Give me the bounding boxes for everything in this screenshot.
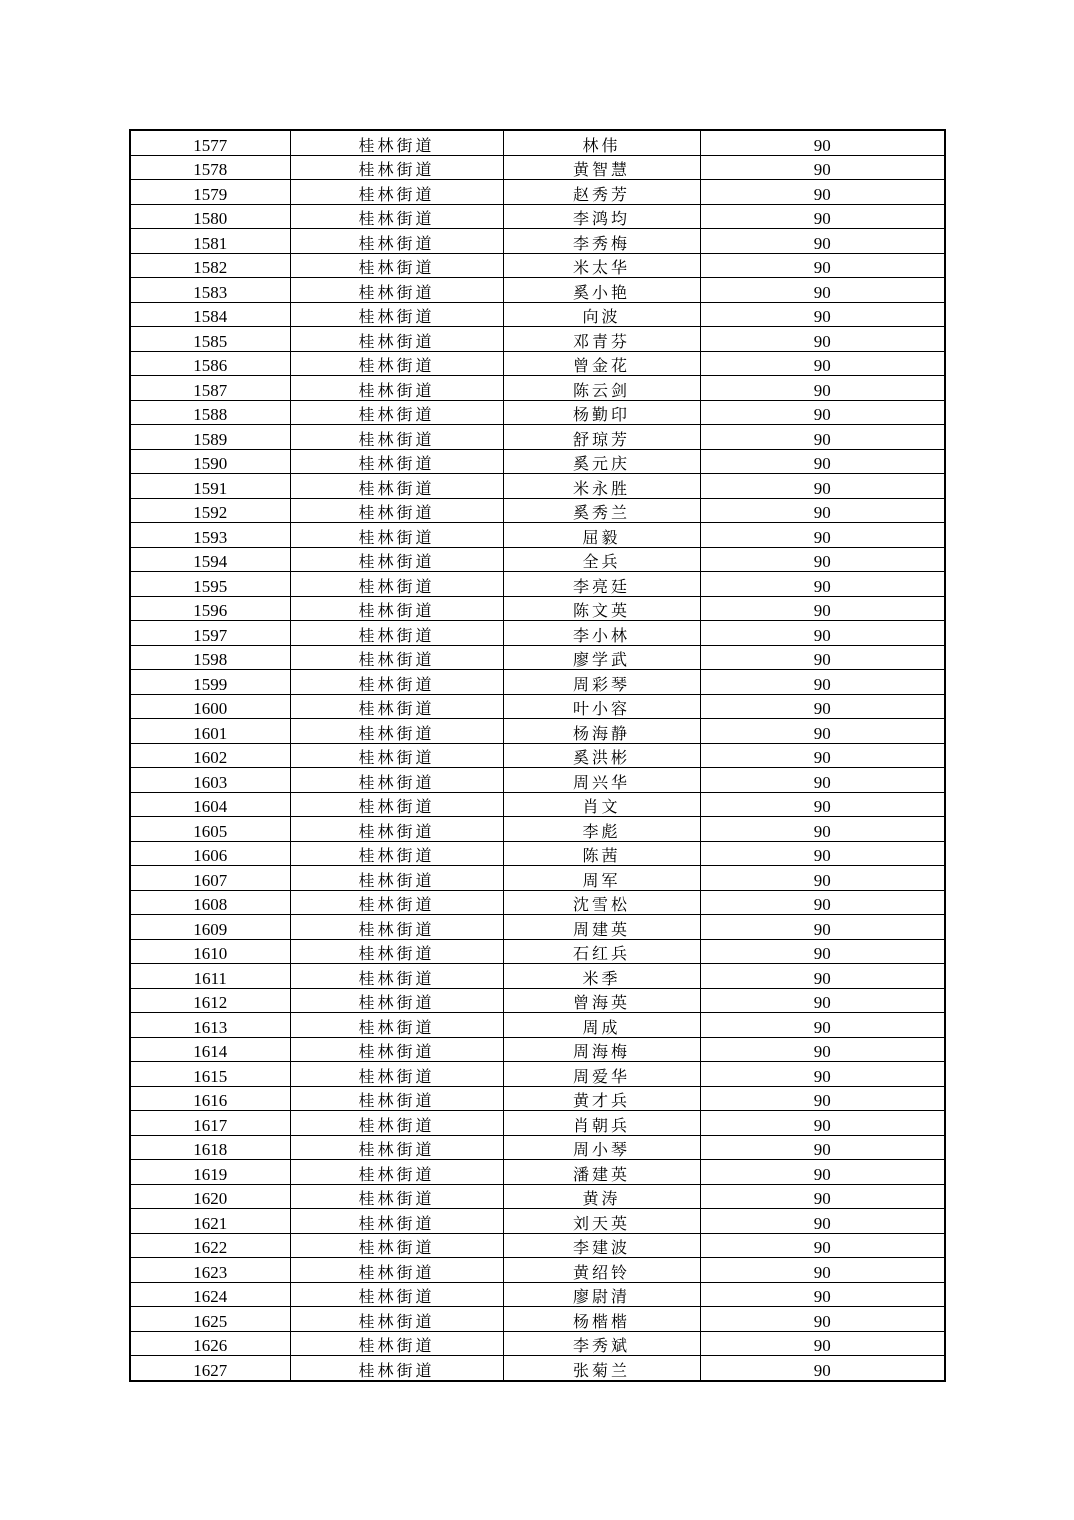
row-number-cell: 1612: [130, 988, 290, 1013]
table-row: [130, 939, 945, 964]
name-cell: 沈雪松: [503, 890, 700, 915]
table-row: [130, 817, 945, 842]
table-row: [130, 253, 945, 278]
table-row: [130, 449, 945, 474]
row-number-cell: 1587: [130, 376, 290, 401]
row-number-cell: 1615: [130, 1062, 290, 1087]
score-cell: 90: [700, 278, 945, 303]
row-number-cell: 1581: [130, 229, 290, 254]
name-cell: 杨勤印: [503, 400, 700, 425]
name-cell: 周军: [503, 866, 700, 891]
table-row: [130, 278, 945, 303]
row-number-cell: 1609: [130, 915, 290, 940]
score-cell: 90: [700, 915, 945, 940]
name-cell: 刘天英: [503, 1209, 700, 1234]
score-cell: 90: [700, 253, 945, 278]
table-row: [130, 1258, 945, 1283]
name-cell: 杨海静: [503, 719, 700, 744]
street-cell: 桂林街道: [290, 841, 503, 866]
table-row: [130, 547, 945, 572]
score-cell: 90: [700, 1160, 945, 1185]
score-cell: 90: [700, 204, 945, 229]
score-cell: 90: [700, 768, 945, 793]
row-number-cell: 1623: [130, 1258, 290, 1283]
score-cell: 90: [700, 939, 945, 964]
street-cell: 桂林街道: [290, 253, 503, 278]
name-cell: 李秀斌: [503, 1331, 700, 1356]
street-cell: 桂林街道: [290, 1282, 503, 1307]
name-cell: 赵秀芳: [503, 180, 700, 205]
street-cell: 桂林街道: [290, 670, 503, 695]
street-cell: 桂林街道: [290, 327, 503, 352]
row-number-cell: 1592: [130, 498, 290, 523]
score-cell: 90: [700, 792, 945, 817]
row-number-cell: 1622: [130, 1233, 290, 1258]
score-cell: 90: [700, 547, 945, 572]
table-row: [130, 596, 945, 621]
row-number-cell: 1613: [130, 1013, 290, 1038]
score-cell: 90: [700, 1233, 945, 1258]
score-cell: 90: [700, 229, 945, 254]
street-cell: 桂林街道: [290, 204, 503, 229]
table-row: [130, 523, 945, 548]
table-row: [130, 376, 945, 401]
row-number-cell: 1590: [130, 449, 290, 474]
table-row: [130, 130, 945, 155]
row-number-cell: 1607: [130, 866, 290, 891]
street-cell: 桂林街道: [290, 1307, 503, 1332]
name-cell: 奚洪彬: [503, 743, 700, 768]
name-cell: 肖朝兵: [503, 1111, 700, 1136]
name-cell: 陈云剑: [503, 376, 700, 401]
name-cell: 奚小艳: [503, 278, 700, 303]
records-table: [129, 129, 946, 1382]
street-cell: 桂林街道: [290, 1233, 503, 1258]
street-cell: 桂林街道: [290, 1037, 503, 1062]
name-cell: 李小林: [503, 621, 700, 646]
table-row: [130, 988, 945, 1013]
row-number-cell: 1593: [130, 523, 290, 548]
street-cell: 桂林街道: [290, 229, 503, 254]
score-cell: 90: [700, 1037, 945, 1062]
table-row: [130, 1160, 945, 1185]
row-number-cell: 1610: [130, 939, 290, 964]
row-number-cell: 1577: [130, 130, 290, 155]
street-cell: 桂林街道: [290, 302, 503, 327]
score-cell: 90: [700, 1258, 945, 1283]
row-number-cell: 1605: [130, 817, 290, 842]
street-cell: 桂林街道: [290, 1160, 503, 1185]
street-cell: 桂林街道: [290, 890, 503, 915]
table-row: [130, 694, 945, 719]
name-cell: 周建英: [503, 915, 700, 940]
name-cell: 舒琼芳: [503, 425, 700, 450]
row-number-cell: 1595: [130, 572, 290, 597]
street-cell: 桂林街道: [290, 1258, 503, 1283]
street-cell: 桂林街道: [290, 817, 503, 842]
name-cell: 李鸿均: [503, 204, 700, 229]
table-row: [130, 1331, 945, 1356]
table-row: [130, 1135, 945, 1160]
score-cell: 90: [700, 1111, 945, 1136]
name-cell: 向波: [503, 302, 700, 327]
score-cell: 90: [700, 155, 945, 180]
street-cell: 桂林街道: [290, 1013, 503, 1038]
table-row: [130, 229, 945, 254]
name-cell: 屈毅: [503, 523, 700, 548]
score-cell: 90: [700, 425, 945, 450]
name-cell: 全兵: [503, 547, 700, 572]
name-cell: 李秀梅: [503, 229, 700, 254]
name-cell: 周彩琴: [503, 670, 700, 695]
row-number-cell: 1588: [130, 400, 290, 425]
table-row: [130, 498, 945, 523]
score-cell: 90: [700, 523, 945, 548]
score-cell: 90: [700, 1282, 945, 1307]
street-cell: 桂林街道: [290, 768, 503, 793]
name-cell: 肖文: [503, 792, 700, 817]
table-row: [130, 572, 945, 597]
score-cell: 90: [700, 351, 945, 376]
table-row: [130, 915, 945, 940]
name-cell: 曾金花: [503, 351, 700, 376]
table-row: [130, 768, 945, 793]
row-number-cell: 1619: [130, 1160, 290, 1185]
street-cell: 桂林街道: [290, 694, 503, 719]
name-cell: 李建波: [503, 1233, 700, 1258]
name-cell: 李彪: [503, 817, 700, 842]
street-cell: 桂林街道: [290, 449, 503, 474]
score-cell: 90: [700, 400, 945, 425]
name-cell: 邓青芬: [503, 327, 700, 352]
name-cell: 周小琴: [503, 1135, 700, 1160]
table-row: [130, 400, 945, 425]
name-cell: 陈茜: [503, 841, 700, 866]
records-table-body: [130, 130, 945, 1381]
row-number-cell: 1603: [130, 768, 290, 793]
table-row: [130, 645, 945, 670]
score-cell: 90: [700, 376, 945, 401]
street-cell: 桂林街道: [290, 621, 503, 646]
row-number-cell: 1594: [130, 547, 290, 572]
street-cell: 桂林街道: [290, 523, 503, 548]
street-cell: 桂林街道: [290, 792, 503, 817]
street-cell: 桂林街道: [290, 1331, 503, 1356]
row-number-cell: 1608: [130, 890, 290, 915]
street-cell: 桂林街道: [290, 155, 503, 180]
name-cell: 黄智慧: [503, 155, 700, 180]
score-cell: 90: [700, 890, 945, 915]
name-cell: 周爱华: [503, 1062, 700, 1087]
street-cell: 桂林街道: [290, 351, 503, 376]
score-cell: 90: [700, 596, 945, 621]
table-row: [130, 1086, 945, 1111]
score-cell: 90: [700, 130, 945, 155]
table-row: [130, 302, 945, 327]
name-cell: 杨楷楷: [503, 1307, 700, 1332]
name-cell: 张菊兰: [503, 1356, 700, 1381]
row-number-cell: 1626: [130, 1331, 290, 1356]
row-number-cell: 1597: [130, 621, 290, 646]
table-row: [130, 964, 945, 989]
name-cell: 黄绍铃: [503, 1258, 700, 1283]
street-cell: 桂林街道: [290, 939, 503, 964]
row-number-cell: 1600: [130, 694, 290, 719]
name-cell: 黄涛: [503, 1184, 700, 1209]
name-cell: 潘建英: [503, 1160, 700, 1185]
table-row: [130, 866, 945, 891]
row-number-cell: 1602: [130, 743, 290, 768]
table-row: [130, 1037, 945, 1062]
table-row: [130, 1184, 945, 1209]
table-row: [130, 1013, 945, 1038]
table-row: [130, 743, 945, 768]
score-cell: 90: [700, 180, 945, 205]
table-row: [130, 155, 945, 180]
name-cell: 周成: [503, 1013, 700, 1038]
row-number-cell: 1579: [130, 180, 290, 205]
score-cell: 90: [700, 1209, 945, 1234]
score-cell: 90: [700, 327, 945, 352]
table-row: [130, 1111, 945, 1136]
score-cell: 90: [700, 1135, 945, 1160]
table-row: [130, 1062, 945, 1087]
name-cell: 周兴华: [503, 768, 700, 793]
row-number-cell: 1625: [130, 1307, 290, 1332]
street-cell: 桂林街道: [290, 743, 503, 768]
table-row: [130, 841, 945, 866]
score-cell: 90: [700, 572, 945, 597]
row-number-cell: 1611: [130, 964, 290, 989]
row-number-cell: 1589: [130, 425, 290, 450]
table-row: [130, 425, 945, 450]
table-row: [130, 474, 945, 499]
street-cell: 桂林街道: [290, 1135, 503, 1160]
name-cell: 奚元庆: [503, 449, 700, 474]
table-row: [130, 1282, 945, 1307]
name-cell: 林伟: [503, 130, 700, 155]
table-row: [130, 1233, 945, 1258]
row-number-cell: 1596: [130, 596, 290, 621]
row-number-cell: 1627: [130, 1356, 290, 1381]
score-cell: 90: [700, 1062, 945, 1087]
name-cell: 周海梅: [503, 1037, 700, 1062]
row-number-cell: 1580: [130, 204, 290, 229]
street-cell: 桂林街道: [290, 376, 503, 401]
name-cell: 米太华: [503, 253, 700, 278]
street-cell: 桂林街道: [290, 988, 503, 1013]
street-cell: 桂林街道: [290, 130, 503, 155]
row-number-cell: 1617: [130, 1111, 290, 1136]
score-cell: 90: [700, 817, 945, 842]
street-cell: 桂林街道: [290, 915, 503, 940]
score-cell: 90: [700, 621, 945, 646]
score-cell: 90: [700, 694, 945, 719]
row-number-cell: 1601: [130, 719, 290, 744]
table-row: [130, 351, 945, 376]
table-row: [130, 1307, 945, 1332]
street-cell: 桂林街道: [290, 645, 503, 670]
street-cell: 桂林街道: [290, 498, 503, 523]
name-cell: 廖尉清: [503, 1282, 700, 1307]
table-row: [130, 1356, 945, 1381]
row-number-cell: 1604: [130, 792, 290, 817]
street-cell: 桂林街道: [290, 596, 503, 621]
score-cell: 90: [700, 866, 945, 891]
name-cell: 廖学武: [503, 645, 700, 670]
score-cell: 90: [700, 1013, 945, 1038]
street-cell: 桂林街道: [290, 1111, 503, 1136]
row-number-cell: 1582: [130, 253, 290, 278]
name-cell: 李亮廷: [503, 572, 700, 597]
name-cell: 石红兵: [503, 939, 700, 964]
row-number-cell: 1606: [130, 841, 290, 866]
street-cell: 桂林街道: [290, 572, 503, 597]
score-cell: 90: [700, 498, 945, 523]
row-number-cell: 1621: [130, 1209, 290, 1234]
name-cell: 米永胜: [503, 474, 700, 499]
score-cell: 90: [700, 670, 945, 695]
street-cell: 桂林街道: [290, 278, 503, 303]
table-row: [130, 180, 945, 205]
table-row: [130, 204, 945, 229]
score-cell: 90: [700, 719, 945, 744]
row-number-cell: 1583: [130, 278, 290, 303]
street-cell: 桂林街道: [290, 1184, 503, 1209]
street-cell: 桂林街道: [290, 1356, 503, 1381]
score-cell: 90: [700, 302, 945, 327]
street-cell: 桂林街道: [290, 719, 503, 744]
table-row: [130, 327, 945, 352]
row-number-cell: 1598: [130, 645, 290, 670]
score-cell: 90: [700, 474, 945, 499]
score-cell: 90: [700, 449, 945, 474]
score-cell: 90: [700, 841, 945, 866]
name-cell: 曾海英: [503, 988, 700, 1013]
name-cell: 黄才兵: [503, 1086, 700, 1111]
street-cell: 桂林街道: [290, 866, 503, 891]
score-cell: 90: [700, 645, 945, 670]
street-cell: 桂林街道: [290, 425, 503, 450]
row-number-cell: 1620: [130, 1184, 290, 1209]
table-row: [130, 670, 945, 695]
score-cell: 90: [700, 1086, 945, 1111]
score-cell: 90: [700, 743, 945, 768]
row-number-cell: 1591: [130, 474, 290, 499]
row-number-cell: 1614: [130, 1037, 290, 1062]
name-cell: 叶小容: [503, 694, 700, 719]
table-row: [130, 621, 945, 646]
score-cell: 90: [700, 1356, 945, 1381]
row-number-cell: 1585: [130, 327, 290, 352]
street-cell: 桂林街道: [290, 180, 503, 205]
score-cell: 90: [700, 1307, 945, 1332]
table-row: [130, 719, 945, 744]
name-cell: 陈文英: [503, 596, 700, 621]
table-row: [130, 890, 945, 915]
street-cell: 桂林街道: [290, 400, 503, 425]
street-cell: 桂林街道: [290, 1062, 503, 1087]
row-number-cell: 1616: [130, 1086, 290, 1111]
score-cell: 90: [700, 1331, 945, 1356]
score-cell: 90: [700, 988, 945, 1013]
row-number-cell: 1624: [130, 1282, 290, 1307]
street-cell: 桂林街道: [290, 547, 503, 572]
row-number-cell: 1618: [130, 1135, 290, 1160]
table-row: [130, 1209, 945, 1234]
street-cell: 桂林街道: [290, 1086, 503, 1111]
score-cell: 90: [700, 1184, 945, 1209]
name-cell: 米季: [503, 964, 700, 989]
street-cell: 桂林街道: [290, 1209, 503, 1234]
street-cell: 桂林街道: [290, 474, 503, 499]
row-number-cell: 1586: [130, 351, 290, 376]
row-number-cell: 1578: [130, 155, 290, 180]
row-number-cell: 1599: [130, 670, 290, 695]
table-row: [130, 792, 945, 817]
score-cell: 90: [700, 964, 945, 989]
row-number-cell: 1584: [130, 302, 290, 327]
name-cell: 奚秀兰: [503, 498, 700, 523]
street-cell: 桂林街道: [290, 964, 503, 989]
